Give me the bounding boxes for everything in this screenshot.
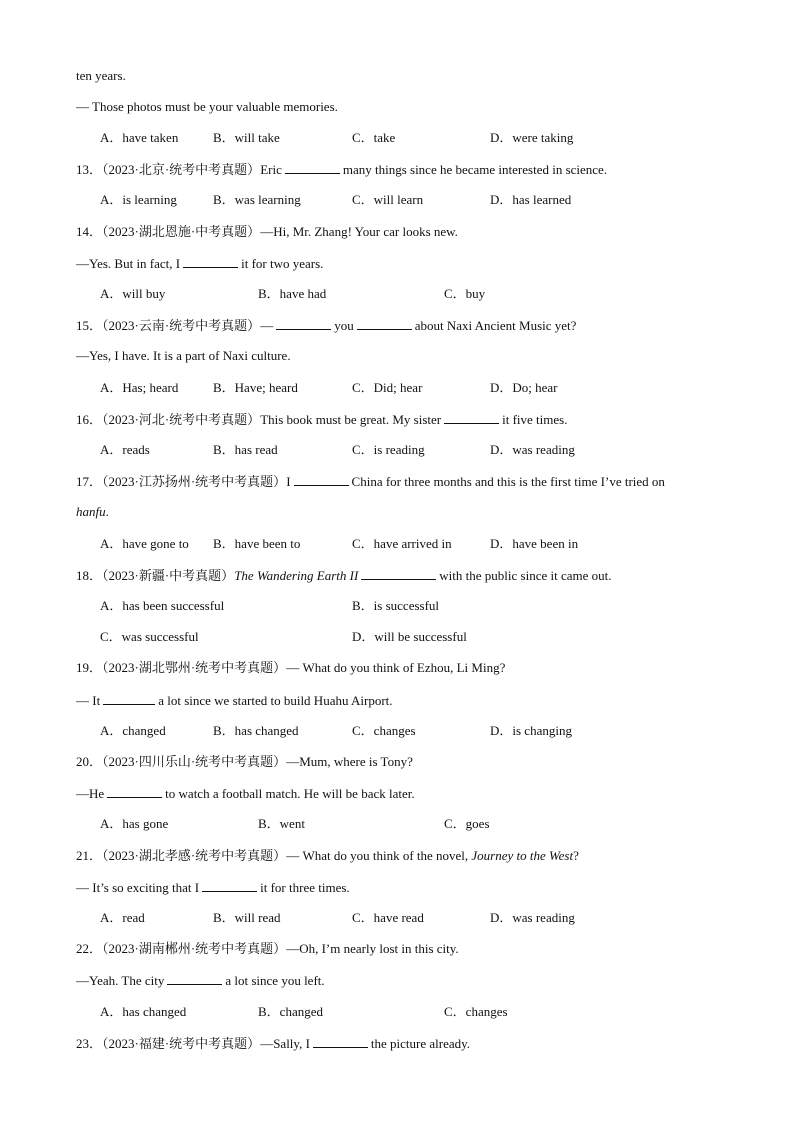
question-source: （2023·湖北恩施·中考真题）	[102, 224, 261, 239]
option-c[interactable]: C．have arrived in	[352, 536, 452, 551]
option-b[interactable]: B．is successful	[352, 598, 440, 613]
question-text: —Yes, I have. It is a part of Naxi culture.	[76, 348, 291, 363]
question-text: a lot since we started to build Huahu Airport.	[158, 693, 393, 708]
option-d[interactable]: D．were taking	[490, 130, 574, 145]
question-text: — Those photos must be your valuable memories.	[76, 99, 338, 114]
option-a[interactable]: A．will buy	[100, 286, 166, 301]
question-text: it five times.	[502, 412, 568, 427]
question-20-response	[76, 785, 734, 802]
question-16-stem	[76, 411, 734, 428]
answer-blank[interactable]	[276, 317, 331, 330]
question-text: — It’s so exciting that I	[76, 880, 200, 895]
question-number: 23．	[76, 1036, 103, 1051]
question-number: 20．	[76, 754, 103, 769]
question-15-response	[76, 348, 734, 364]
question-source: （2023·新疆·中考真题）	[102, 568, 235, 583]
question-22-stem	[76, 941, 734, 957]
answer-blank[interactable]	[202, 879, 257, 892]
question-21-stem	[76, 848, 734, 864]
option-c[interactable]: C．is reading	[352, 442, 425, 457]
question-12-continuation	[76, 68, 734, 84]
italic-title: Journey to the West	[471, 848, 574, 863]
question-source: （2023·四川乐山·统考中考真题）	[102, 754, 287, 769]
italic-title: The Wandering Earth II	[234, 568, 359, 583]
option-a[interactable]: A．is learning	[100, 192, 177, 207]
option-a[interactable]: A．read	[100, 910, 145, 925]
question-text: — What do you think of the novel,	[286, 848, 469, 863]
question-text: about Naxi Ancient Music yet?	[414, 318, 577, 333]
question-text: China for three months and this is the first time I’ve tried on	[351, 474, 665, 489]
question-source: （2023·福建·统考中考真题）	[102, 1036, 261, 1051]
question-text: I	[286, 474, 291, 489]
question-text: you	[334, 318, 354, 333]
question-text: —Oh, I’m nearly lost in this city.	[286, 941, 459, 956]
question-15-stem	[76, 317, 734, 334]
question-19-stem	[76, 660, 734, 676]
question-14-response	[76, 255, 734, 272]
question-source: （2023·湖北鄂州·统考中考真题）	[102, 660, 287, 675]
question-text: with the public since it came out.	[439, 568, 612, 583]
option-a[interactable]: A．has changed	[100, 1004, 187, 1019]
question-number: 16．	[76, 412, 103, 427]
question-source: （2023·湖北孝感·统考中考真题）	[102, 848, 287, 863]
question-text: —Mum, where is Tony?	[286, 754, 413, 769]
question-14-stem	[76, 224, 734, 240]
question-text: it for two years.	[241, 256, 324, 271]
option-b[interactable]: B．will read	[213, 910, 281, 925]
question-source: （2023·北京·统考中考真题）	[102, 162, 261, 177]
question-text: Eric	[260, 162, 282, 177]
question-23-stem	[76, 1035, 734, 1052]
option-c[interactable]: C．changes	[444, 1004, 508, 1019]
option-c[interactable]: C．buy	[444, 286, 486, 301]
option-b[interactable]: B．changed	[258, 1004, 323, 1019]
question-text: it for three times.	[260, 880, 350, 895]
question-19-response	[76, 692, 734, 709]
answer-blank[interactable]	[444, 411, 499, 424]
question-number: 19．	[76, 660, 103, 675]
option-a[interactable]: A．has been successful	[100, 598, 225, 613]
question-text: ten years.	[76, 68, 126, 83]
question-source: （2023·河北·统考中考真题）	[102, 412, 261, 427]
option-b[interactable]: B．has read	[213, 442, 278, 457]
option-d[interactable]: D．was reading	[490, 442, 575, 457]
answer-blank[interactable]	[285, 161, 340, 174]
option-d[interactable]: D．was reading	[490, 910, 575, 925]
question-text: —Sally, I	[260, 1036, 310, 1051]
question-text: —	[260, 318, 274, 333]
option-b[interactable]: B．Have; heard	[213, 380, 298, 395]
question-number: 18．	[76, 568, 103, 583]
option-d[interactable]: D．Do; hear	[490, 380, 558, 395]
answer-blank[interactable]	[313, 1035, 368, 1048]
answer-blank[interactable]	[167, 972, 222, 985]
question-text: to watch a football match. He will be back later.	[165, 786, 415, 801]
option-c[interactable]: C．take	[352, 130, 396, 145]
answer-blank[interactable]	[103, 692, 155, 705]
question-source: （2023·江苏扬州·统考中考真题）	[102, 474, 287, 489]
italic-term: hanfu	[76, 504, 106, 519]
question-text: — What do you think of Ezhou, Li Ming?	[286, 660, 506, 675]
option-a[interactable]: A．Has; heard	[100, 380, 179, 395]
option-c[interactable]: C．Did; hear	[352, 380, 423, 395]
option-c[interactable]: C．was successful	[100, 629, 199, 644]
option-c[interactable]: C．changes	[352, 723, 416, 738]
question-source: （2023·湖南郴州·统考中考真题）	[102, 941, 287, 956]
question-text: —Yes. But in fact, I	[76, 256, 181, 271]
option-d[interactable]: D．will be successful	[352, 629, 467, 644]
option-a[interactable]: A．have taken	[100, 130, 179, 145]
option-b[interactable]: B．has changed	[213, 723, 299, 738]
question-text: —Yeah. The city	[76, 973, 165, 988]
option-a[interactable]: A．has gone	[100, 816, 169, 831]
answer-blank[interactable]	[361, 567, 436, 580]
answer-blank[interactable]	[107, 785, 162, 798]
question-text: This book must be great. My sister	[260, 412, 442, 427]
question-number: 17．	[76, 474, 103, 489]
option-a[interactable]: A．reads	[100, 442, 150, 457]
question-text: a lot since you left.	[225, 973, 325, 988]
question-text: —Hi, Mr. Zhang! Your car looks new.	[260, 224, 458, 239]
question-text: —He	[76, 786, 105, 801]
question-17-stem	[76, 473, 734, 490]
option-c[interactable]: C．goes	[444, 816, 490, 831]
option-c[interactable]: C．have read	[352, 910, 424, 925]
option-b[interactable]: B．will take	[213, 130, 280, 145]
question-13-stem	[76, 161, 734, 178]
option-b[interactable]: B．was learning	[213, 192, 301, 207]
question-text: the picture already.	[370, 1036, 471, 1051]
question-number: 22．	[76, 941, 103, 956]
option-b[interactable]: B．have been to	[213, 536, 301, 551]
question-text: — It	[76, 693, 101, 708]
question-12-response	[76, 99, 734, 115]
option-d[interactable]: D．is changing	[490, 723, 572, 738]
question-17-continuation	[76, 504, 734, 520]
option-d[interactable]: D．has learned	[490, 192, 572, 207]
question-20-stem	[76, 754, 734, 770]
answer-blank[interactable]	[183, 255, 238, 268]
answer-blank[interactable]	[357, 317, 412, 330]
option-b[interactable]: B．have had	[258, 286, 327, 301]
question-18-stem	[76, 567, 734, 584]
question-22-response	[76, 972, 734, 989]
option-a[interactable]: A．changed	[100, 723, 166, 738]
option-c[interactable]: C．will learn	[352, 192, 424, 207]
question-21-response	[76, 879, 734, 896]
question-number: 21．	[76, 848, 103, 863]
question-text: ?	[573, 848, 579, 863]
question-number: 15．	[76, 318, 103, 333]
question-number: 13．	[76, 162, 103, 177]
question-text: .	[105, 504, 109, 519]
question-source: （2023·云南·统考中考真题）	[102, 318, 261, 333]
question-number: 14．	[76, 224, 103, 239]
answer-blank[interactable]	[294, 473, 349, 486]
option-d[interactable]: D．have been in	[490, 536, 579, 551]
option-a[interactable]: A．have gone to	[100, 536, 189, 551]
option-b[interactable]: B．went	[258, 816, 305, 831]
question-text: many things since he became interested in science.	[342, 162, 608, 177]
